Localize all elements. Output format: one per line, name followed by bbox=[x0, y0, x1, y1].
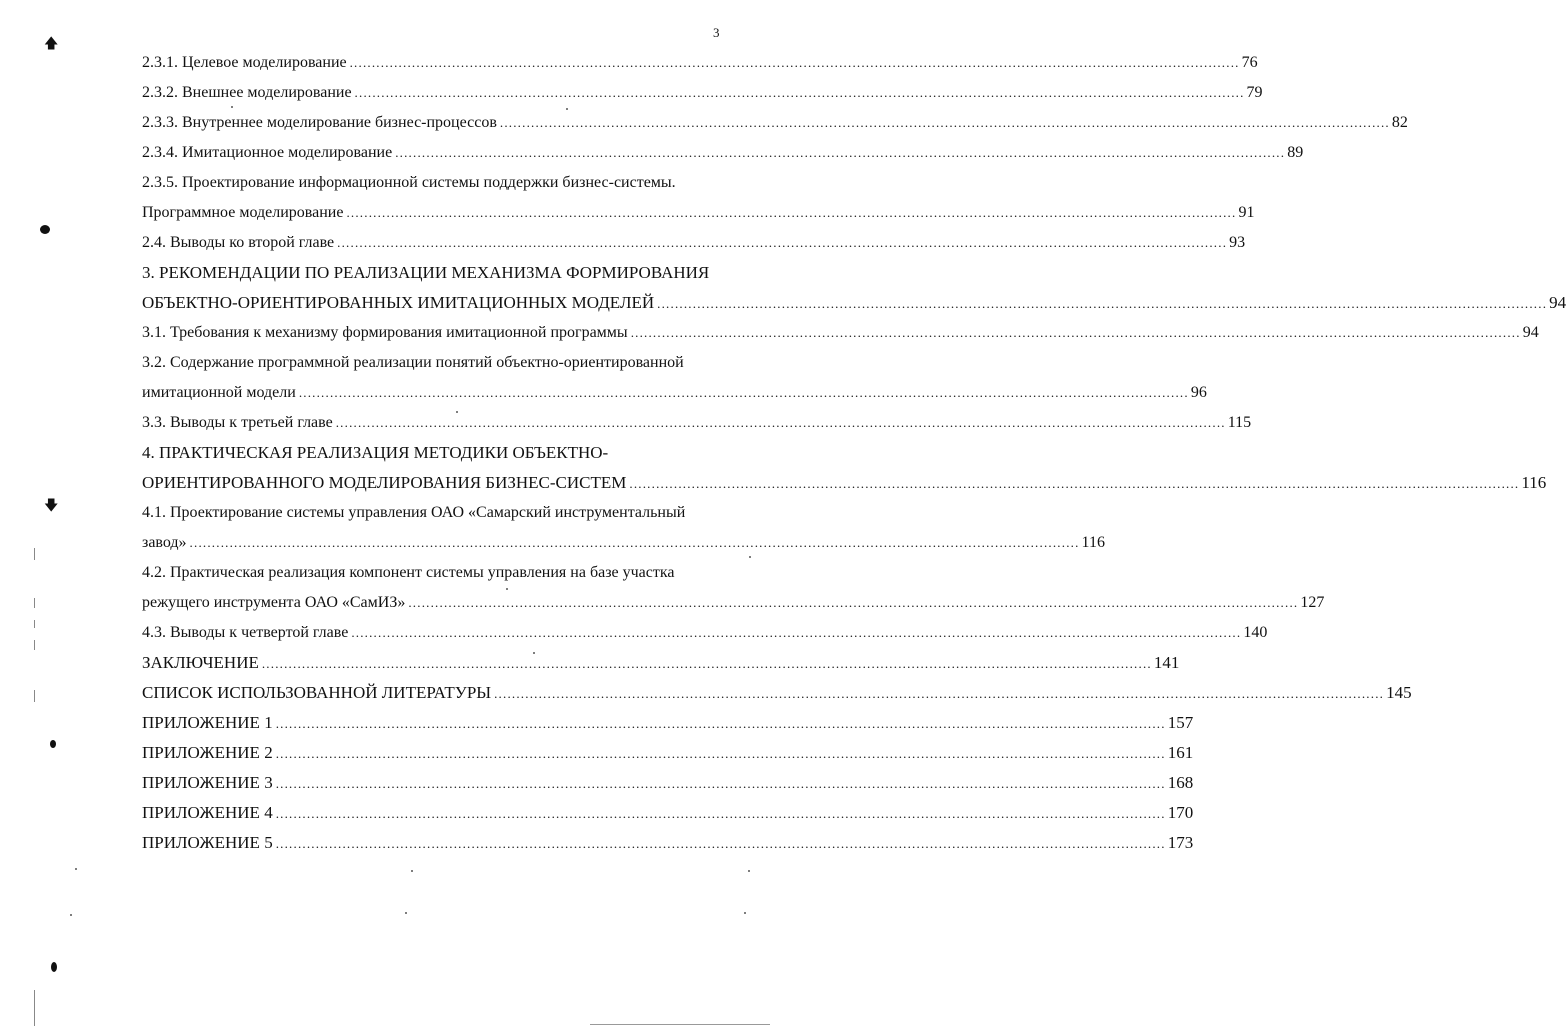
toc-entry-page: 116 bbox=[1081, 534, 1105, 551]
toc-entry bbox=[142, 78, 1263, 108]
binder-arrow-icon: 🡅 bbox=[44, 37, 59, 52]
scan-speck bbox=[456, 411, 458, 413]
toc-entry bbox=[142, 528, 1105, 558]
dot-leader: ........................................................................................................................................................................................................ bbox=[494, 686, 1385, 701]
toc-entry-line1: 2.3.5. Проектирование информационной системы поддержки бизнес-системы. bbox=[142, 174, 676, 191]
toc-entry-title: ПРИЛОЖЕНИЕ 1 bbox=[142, 713, 273, 732]
scan-speck bbox=[405, 912, 407, 914]
toc-entry bbox=[142, 318, 1539, 348]
toc-entry-page: 94 bbox=[1522, 324, 1539, 341]
toc-entry-title: ПРИЛОЖЕНИЕ 2 bbox=[142, 743, 273, 762]
toc-entry-title: 2.4. Выводы ко второй главе bbox=[142, 234, 335, 251]
dot-leader: ........................................................................................................................................................................................................ bbox=[354, 85, 1245, 100]
toc-entry-page: 168 bbox=[1167, 773, 1194, 792]
toc-entry-title: 3.1. Требования к механизму формирования имитационной программы bbox=[142, 324, 628, 341]
toc-chapter-line1: 4. ПРАКТИЧЕСКАЯ РЕАЛИЗАЦИЯ МЕТОДИКИ ОБЪЕКТНО- bbox=[142, 443, 609, 462]
scan-speck bbox=[748, 870, 750, 872]
toc-entry-page: 76 bbox=[1241, 54, 1258, 71]
toc-appendix bbox=[142, 828, 1194, 858]
scan-speck bbox=[506, 588, 508, 590]
dot-leader: ........................................................................................................................................................................................................ bbox=[189, 535, 1080, 550]
dot-leader: ........................................................................................................................................................................................................ bbox=[629, 476, 1520, 491]
toc-entry-title: режущего инструмента ОАО «СамИЗ» bbox=[142, 594, 406, 611]
dot-leader: ........................................................................................................................................................................................................ bbox=[275, 836, 1166, 851]
toc-entry-page: 173 bbox=[1167, 833, 1194, 852]
toc-entry bbox=[142, 198, 1255, 228]
toc-entry-title: 2.3.3. Внутреннее моделирование бизнес-процессов bbox=[142, 114, 497, 131]
scan-edge-line bbox=[34, 990, 35, 1026]
toc-entry-title: 2.3.4. Имитационное моделирование bbox=[142, 144, 393, 161]
toc-chapter bbox=[142, 678, 1412, 708]
toc-entry bbox=[142, 588, 1325, 618]
toc-entry-title: СПИСОК ИСПОЛЬЗОВАННОЙ ЛИТЕРАТУРЫ bbox=[142, 683, 492, 702]
dot-leader: ........................................................................................................................................................................................................ bbox=[351, 625, 1242, 640]
toc-entry-page: 116 bbox=[1521, 473, 1547, 492]
dot-leader: ........................................................................................................................................................................................................ bbox=[275, 806, 1166, 821]
toc-entry-page: 82 bbox=[1391, 114, 1408, 131]
toc-entry-page: 91 bbox=[1238, 204, 1255, 221]
toc-entry-page: 96 bbox=[1190, 384, 1207, 401]
toc-appendix bbox=[142, 798, 1194, 828]
toc-entry-page: 141 bbox=[1153, 653, 1180, 672]
binder-hole-mark bbox=[51, 962, 57, 972]
toc-entry-title: имитационной модели bbox=[142, 384, 296, 401]
scan-edge-line bbox=[34, 620, 35, 628]
scan-edge-line bbox=[34, 598, 35, 608]
dot-leader: ........................................................................................................................................................................................................ bbox=[275, 776, 1166, 791]
toc-chapter bbox=[142, 288, 1566, 318]
toc-entry-title: Программное моделирование bbox=[142, 204, 344, 221]
toc-entry bbox=[142, 378, 1207, 408]
toc-entry-title: ЗАКЛЮЧЕНИЕ bbox=[142, 653, 259, 672]
binder-hole-mark bbox=[50, 740, 56, 748]
scan-edge-line bbox=[34, 690, 35, 702]
toc-entry-title: ОБЪЕКТНО-ОРИЕНТИРОВАННЫХ ИМИТАЦИОННЫХ МОДЕЛЕЙ bbox=[142, 293, 655, 312]
dot-leader: ........................................................................................................................................................................................................ bbox=[395, 145, 1286, 160]
toc-entry-page: 140 bbox=[1243, 624, 1268, 641]
dot-leader: ........................................................................................................................................................................................................ bbox=[630, 325, 1521, 340]
toc-entry-title: 4.3. Выводы к четвертой главе bbox=[142, 624, 349, 641]
dot-leader: ........................................................................................................................................................................................................ bbox=[499, 115, 1390, 130]
toc-entry-page: 115 bbox=[1227, 414, 1252, 431]
dot-leader: ........................................................................................................................................................................................................ bbox=[349, 55, 1240, 70]
toc-entry-page: 145 bbox=[1386, 683, 1412, 702]
toc-entry-line1: 4.1. Проектирование системы управления ОАО «Самарский инструментальный bbox=[142, 504, 686, 521]
toc-entry-page: 94 bbox=[1549, 293, 1566, 312]
toc-entry-title: ОРИЕНТИРОВАННОГО МОДЕЛИРОВАНИЯ БИЗНЕС-СИСТЕМ bbox=[142, 473, 627, 492]
toc-entry-title: ПРИЛОЖЕНИЕ 3 bbox=[142, 773, 273, 792]
toc-entry-page: 79 bbox=[1246, 84, 1263, 101]
scan-speck bbox=[231, 106, 233, 108]
toc-appendix bbox=[142, 738, 1194, 768]
dot-leader: ........................................................................................................................................................................................................ bbox=[261, 656, 1152, 671]
toc-entry-title: 3.3. Выводы к третьей главе bbox=[142, 414, 333, 431]
scan-edge-line bbox=[34, 640, 35, 650]
toc-entry-page: 93 bbox=[1229, 234, 1246, 251]
toc-chapter bbox=[142, 648, 1180, 678]
page-number: 3 bbox=[713, 25, 720, 40]
dot-leader: ........................................................................................................................................................................................................ bbox=[275, 746, 1166, 761]
dot-leader: ........................................................................................................................................................................................................ bbox=[657, 296, 1548, 311]
scan-speck bbox=[533, 652, 535, 654]
toc-chapter-line1: 3. РЕКОМЕНДАЦИИ ПО РЕАЛИЗАЦИИ МЕХАНИЗМА ФОРМИРОВАНИЯ bbox=[142, 263, 710, 282]
toc-entry-title: 2.3.1. Целевое моделирование bbox=[142, 54, 347, 71]
scan-speck bbox=[749, 556, 751, 558]
toc-entry bbox=[142, 48, 1258, 78]
dot-leader: ........................................................................................................................................................................................................ bbox=[335, 415, 1226, 430]
dot-leader: ........................................................................................................................................................................................................ bbox=[408, 595, 1299, 610]
toc-entry-title: 2.3.2. Внешнее моделирование bbox=[142, 84, 352, 101]
toc-entry bbox=[142, 138, 1304, 168]
toc-entry-page: 127 bbox=[1300, 594, 1325, 611]
toc-entry-page: 161 bbox=[1167, 743, 1194, 762]
scan-speck bbox=[411, 870, 413, 872]
toc-entry-line1: 4.2. Практическая реализация компонент системы управления на базе участка bbox=[142, 564, 675, 581]
dot-leader: ........................................................................................................................................................................................................ bbox=[337, 235, 1228, 250]
toc-entry bbox=[142, 108, 1408, 138]
scan-speck bbox=[75, 868, 77, 870]
scan-edge-line bbox=[34, 548, 35, 560]
toc-entry bbox=[142, 408, 1252, 438]
toc-entry-line1: 3.2. Содержание программной реализации понятий объектно-ориентированной bbox=[142, 354, 684, 371]
dot-leader: ........................................................................................................................................................................................................ bbox=[298, 385, 1189, 400]
toc-entry-title: завод» bbox=[142, 534, 187, 551]
toc-appendix bbox=[142, 708, 1194, 738]
toc-entry-page: 89 bbox=[1287, 144, 1304, 161]
toc-entry-page: 170 bbox=[1167, 803, 1194, 822]
toc-entry bbox=[142, 228, 1246, 258]
toc-entry-title: ПРИЛОЖЕНИЕ 4 bbox=[142, 803, 273, 822]
binder-hole-mark bbox=[40, 225, 50, 234]
scan-speck bbox=[744, 912, 746, 914]
dot-leader: ........................................................................................................................................................................................................ bbox=[346, 205, 1237, 220]
toc-entry-page: 157 bbox=[1167, 713, 1194, 732]
scan-speck bbox=[566, 108, 568, 110]
toc-entry-title: ПРИЛОЖЕНИЕ 5 bbox=[142, 833, 273, 852]
dot-leader: ........................................................................................................................................................................................................ bbox=[275, 716, 1166, 731]
toc-chapter bbox=[142, 468, 1547, 498]
toc-appendix bbox=[142, 768, 1194, 798]
scan-bottom-line bbox=[590, 1024, 770, 1025]
binder-arrow-icon: 🡇 bbox=[44, 499, 59, 514]
toc-entry bbox=[142, 618, 1268, 648]
table-of-contents bbox=[142, 48, 1566, 858]
scan-speck bbox=[70, 914, 72, 916]
